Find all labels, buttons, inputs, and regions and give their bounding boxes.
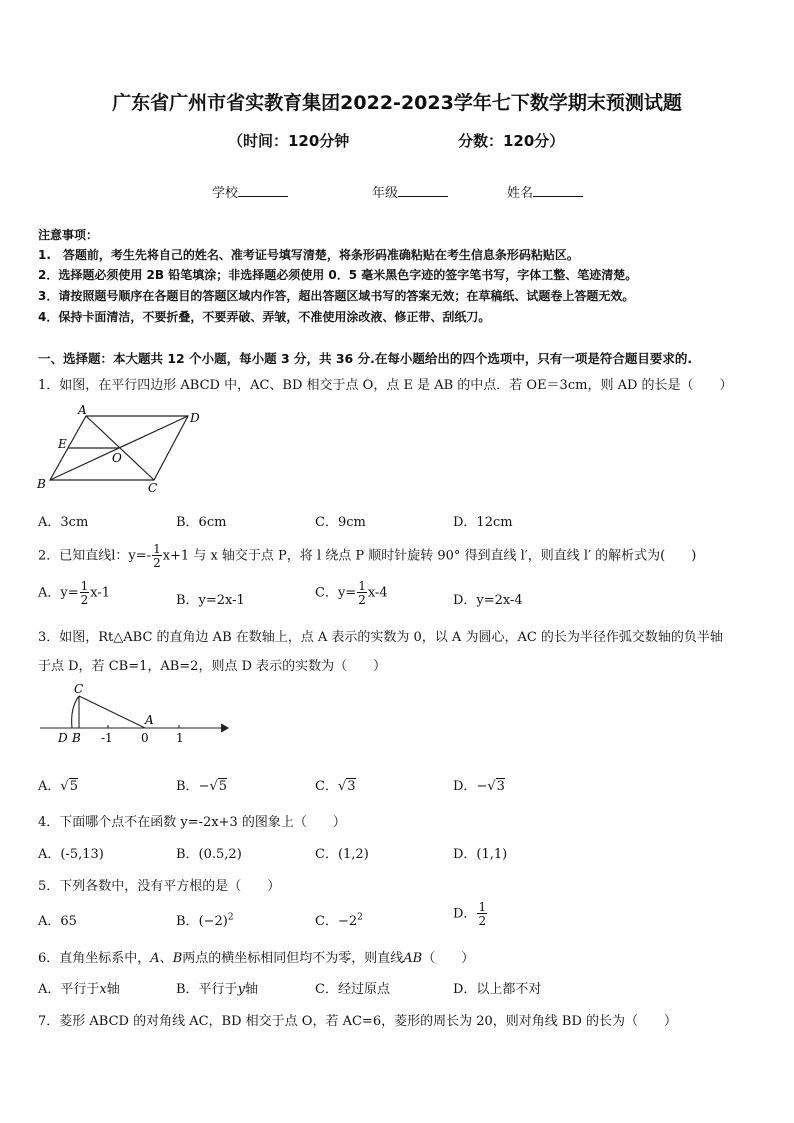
q4-option-b: B．(0.5,2): [176, 847, 242, 862]
note-item: 3．请按照题号顺序在各题目的答题区域内作答，超出答题区域书写的答案无效；在草稿纸、试题卷上答题无效。: [38, 289, 635, 303]
q3-option-b: B．−√5: [176, 779, 228, 794]
q2-option-c-suffix: x-4: [367, 585, 388, 601]
q6-option-c: C．经过原点: [315, 982, 390, 997]
power-exponent: 2: [357, 912, 363, 923]
q6-stem-part: 两点的横坐标相同但均不为零，则直线: [182, 951, 404, 966]
q5-option-c-prefix: C．: [315, 914, 338, 929]
q6-option-a: [38, 978, 120, 997]
q1-option-c: C．9cm: [315, 515, 366, 530]
exam-time: （时间：120分钟: [228, 132, 350, 150]
radicand: 5: [218, 779, 228, 794]
q2-option-a-suffix: x-1: [90, 585, 111, 601]
q1-option-d: D．12cm: [453, 515, 513, 530]
q5-option-b: [176, 910, 234, 929]
minus-sign: −: [198, 779, 210, 794]
q2-option-a-prefix: A．y=: [38, 585, 79, 601]
q6-option-b-text: 轴: [244, 982, 258, 997]
tick-zero: 0: [141, 731, 149, 745]
question-3-stem-line1: 3．如图，Rt△ABC 的直角边 AB 在数轴上，点 A 表示的实数为 0，以 A 为圆心，AC 的长为半径作弧交数轴的负半轴: [38, 630, 723, 645]
tick-one: 1: [176, 731, 184, 745]
fraction-numerator: 1: [80, 579, 89, 593]
fraction-denominator: 2: [153, 556, 161, 570]
school-label: 学校: [212, 186, 239, 201]
q6-option-b-text: B．平行于: [176, 982, 238, 997]
q5-option-d: [453, 901, 488, 927]
label-C: C: [74, 682, 84, 696]
q6-point-b: B: [172, 951, 183, 966]
notes-heading: 注意事项：: [38, 228, 99, 242]
q2-option-b: B．y=2x-1: [176, 593, 245, 608]
note-item: 2．选择题必须使用 2B 铅笔填涂；非选择题必须使用 0．5 毫米黑色字迹的签字笔书写，字体工整、笔迹清楚。: [38, 268, 638, 282]
power-base: −2: [337, 914, 358, 929]
radicand: 3: [347, 779, 356, 794]
variable-x: x: [99, 982, 107, 997]
grade-blank: [398, 184, 448, 197]
q4-option-c: C．(1,2): [315, 847, 369, 862]
question-2-stem: [38, 543, 696, 569]
q6-option-a-text: A．平行于: [38, 982, 100, 997]
q2-option-d: D．y=2x-4: [453, 593, 523, 608]
q6-option-a-text: 轴: [106, 982, 120, 997]
note-item: 1. 答题前，考生先将自己的姓名、准考证号填写清楚，将条形码准确粘贴在考生信息条形码粘贴区。: [38, 248, 579, 262]
power-exponent: 2: [227, 912, 234, 923]
label-D: D: [58, 731, 68, 745]
q4-option-d: D．(1,1): [453, 847, 508, 862]
fraction: [357, 580, 367, 606]
grade-label: 年级: [372, 186, 399, 201]
q3-option-c-prefix: C．: [315, 779, 338, 794]
variable-y: y: [237, 982, 245, 997]
label-A: A: [78, 404, 87, 417]
q1-option-b: B．6cm: [176, 515, 227, 530]
radicand: 3: [496, 779, 505, 794]
number-line-figure: [38, 682, 238, 748]
fraction-denominator: 2: [80, 593, 89, 607]
label-C: C: [148, 481, 158, 495]
q3-option-b-prefix: B．: [176, 779, 199, 794]
q1-option-a: A．3cm: [38, 515, 89, 530]
q2-option-c: [315, 580, 388, 606]
q5-option-d-prefix: D．: [453, 906, 477, 922]
q3-option-d: D．−√3: [453, 779, 505, 794]
label-D: D: [190, 411, 200, 425]
name-blank: [533, 184, 583, 197]
q3-option-a-prefix: A．: [38, 779, 61, 794]
q3-option-a: A．√5: [38, 779, 78, 794]
q5-option-b-prefix: B．: [176, 914, 199, 929]
fraction-denominator: 2: [478, 914, 487, 928]
question-5-stem: 5．下列各数中，没有平方根的是（ ）: [38, 879, 281, 894]
school-field: [212, 182, 288, 201]
q3-option-c: C．√3: [315, 779, 356, 794]
q5-option-a: A．65: [38, 914, 77, 929]
name-label: 姓名: [507, 186, 534, 201]
q2-option-a: [38, 580, 110, 606]
q2-option-c-prefix: C．y=: [315, 585, 357, 601]
q6-point-a: A: [150, 951, 160, 966]
question-4-stem: 4．下面哪个点不在函数 y=-2x+3 的图象上（ ）: [38, 815, 346, 830]
tick-minus-one: -1: [101, 731, 113, 745]
section-heading: 一、选择题：本大题共 12 个小题，每小题 3 分，共 36 分.在每小题给出的四个选项中，只有一项是符合题目要求的.: [38, 351, 693, 366]
fraction: [477, 901, 487, 927]
exam-score: 分数：120分）: [458, 132, 565, 150]
fraction: [80, 580, 90, 606]
school-blank: [238, 184, 288, 197]
page-title: 广东省广州市省实教育集团2022-2023学年七下数学期末预测试题: [112, 92, 682, 114]
name-field: [507, 182, 583, 201]
grade-field: [372, 182, 448, 201]
fraction-numerator: 1: [153, 542, 161, 556]
question-1-stem: 1．如图，在平行四边形 ABCD 中，AC、BD 相交于点 O，点 E 是 AB 的中点．若 OE＝3cm，则 AD 的长是（ ）: [38, 378, 733, 393]
q6-stem-part: 6．直角坐标系中，: [38, 951, 151, 966]
label-E: E: [58, 437, 67, 451]
q6-stem-part: （ ）: [422, 951, 475, 966]
question-6-stem: [38, 947, 474, 966]
label-O: O: [112, 451, 122, 465]
question-7-stem: 7．菱形 ABCD 的对角线 AC，BD 相交于点 O，若 AC=6，菱形的周长为 20，则对角线 BD 的长为（ ）: [38, 1014, 677, 1029]
label-A: A: [145, 713, 154, 727]
fraction: [152, 543, 162, 569]
q6-option-d: D．以上都不对: [453, 982, 542, 997]
fraction-numerator: 1: [478, 900, 487, 914]
q6-option-b: [176, 978, 258, 997]
q4-option-a: A．(-5,13): [38, 847, 104, 862]
parallelogram-figure: [30, 404, 210, 496]
fraction-numerator: 1: [358, 579, 366, 593]
note-item: 4．保持卡面清洁，不要折叠，不要弄破、弄皱，不准使用涂改液、修正带、刮纸刀。: [38, 310, 491, 324]
power-base: (−2): [198, 914, 228, 929]
q6-stem-part: 、: [159, 951, 173, 966]
fraction-denominator: 2: [358, 593, 366, 607]
question-3-stem-line2: 于点 D，若 CB=1，AB=2，则点 D 表示的实数为（ ）: [38, 659, 387, 674]
q6-line-ab: AB: [403, 951, 423, 966]
label-B: B: [72, 731, 81, 745]
q2-stem-part: 2．已知直线l：y=-: [38, 548, 152, 564]
q5-option-c: [315, 910, 363, 929]
q2-stem-part: x+1 与 x 轴交于点 P，将 l 绕点 P 顺时针旋转 90° 得到直线 l′，则直线 l′ 的解析式为( ): [162, 548, 697, 564]
minus-sign: −: [476, 779, 488, 794]
radicand: 5: [69, 779, 78, 794]
q3-option-d-prefix: D．: [453, 779, 477, 794]
label-B: B: [37, 477, 46, 491]
